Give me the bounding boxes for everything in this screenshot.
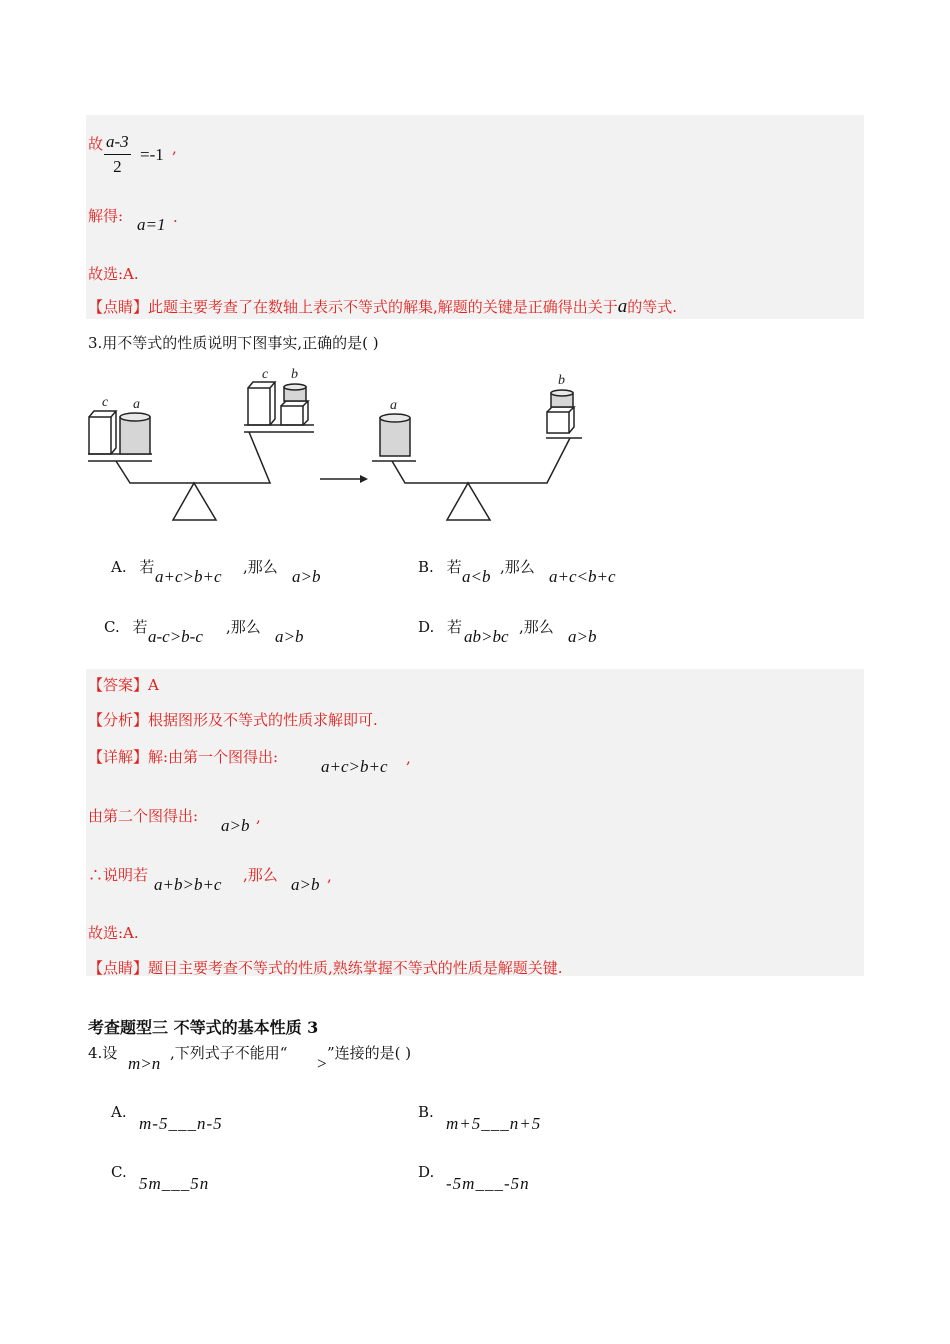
- cube-small-right: [281, 406, 303, 425]
- q4-stem-mid: ,下列式子不能用“: [170, 1044, 288, 1062]
- cylinder-a-second-top: [380, 414, 410, 422]
- q4-stem-pre: 4.设: [88, 1044, 118, 1062]
- cylinder-b-right-top: [284, 384, 306, 390]
- left-fulcrum: [173, 483, 216, 520]
- q3-thus-res: a>b: [291, 875, 320, 894]
- fig-label-a2: a: [390, 398, 397, 413]
- prev-line4-comment: [88, 296, 677, 318]
- option-pre: 若: [446, 558, 462, 576]
- fig-label-a1: a: [133, 397, 140, 412]
- q4-option-d-expr: -5m___-5n: [446, 1174, 530, 1193]
- q3-option-b-mid: ,那么: [500, 558, 535, 576]
- option-label: B.: [418, 558, 434, 576]
- cylinder-a-left-top: [120, 413, 150, 421]
- q3-stem: 3.用不等式的性质说明下图事实,正确的是( ): [88, 334, 379, 352]
- option-pre: 若: [139, 558, 155, 576]
- q3-option-a-res: a>b: [292, 567, 321, 586]
- q3-second-expr: a>b: [221, 816, 250, 835]
- q3-thus-label: ∴说明若: [88, 866, 149, 884]
- prev-line1-fraction: [104, 132, 131, 177]
- q3-analysis: 【分析】根据图形及不等式的性质求解即可.: [88, 711, 378, 729]
- q3-option-d-cond: ab>bc: [464, 627, 509, 646]
- prev-line2-expr: a=1: [137, 215, 166, 234]
- q3-option-b[interactable]: [418, 556, 462, 577]
- section-title: 考查题型三 不等式的基本性质 3: [88, 1018, 319, 1037]
- q4-option-a-expr: m-5___n-5: [139, 1114, 223, 1133]
- q3-option-a-cond: a+c>b+c: [155, 567, 222, 586]
- fraction-denominator: 2: [113, 157, 122, 176]
- q3-option-b-res: a+c<b+c: [549, 567, 616, 586]
- prev-line2-label: 解得:: [88, 207, 124, 225]
- q3-answer: 【答案】A: [88, 676, 159, 694]
- q4-option-b[interactable]: B.: [418, 1103, 434, 1121]
- q4-option-b-expr: m+5___n+5: [446, 1114, 542, 1133]
- cylinder-a-second: [380, 418, 410, 456]
- q3-balance-figure: [80, 365, 620, 525]
- q3-option-d[interactable]: [418, 616, 462, 637]
- q3-option-c[interactable]: [104, 616, 148, 637]
- cylinder-b-second-top: [551, 390, 573, 396]
- q3-option-b-cond: a<b: [462, 567, 491, 586]
- q4-option-c-expr: 5m___5n: [139, 1174, 210, 1193]
- q4-option-c[interactable]: C.: [111, 1163, 127, 1181]
- cube-small-second: [547, 412, 569, 433]
- prev-line2-dot: .: [173, 208, 178, 226]
- q3-option-c-mid: ,那么: [226, 618, 261, 636]
- q3-thus-mid: ,那么: [243, 866, 278, 884]
- q3-option-c-cond: a-c>b-c: [148, 627, 203, 646]
- fraction-numerator: a-3: [104, 132, 131, 155]
- q3-choose: 故选:A.: [88, 924, 139, 942]
- q3-detail-comma: ,: [406, 749, 411, 767]
- fig-label-b1: b: [291, 367, 298, 382]
- option-pre: 若: [132, 618, 148, 636]
- prev-line1-comma: ,: [172, 139, 177, 157]
- cube-small-right-top: [281, 401, 308, 425]
- option-label: C.: [104, 618, 120, 636]
- option-label: D.: [418, 618, 435, 636]
- q3-thus-cond: a+b>b+c: [154, 875, 222, 894]
- fig-label-c1: c: [102, 395, 109, 410]
- arrow-head: [360, 475, 368, 483]
- q4-cond: m>n: [128, 1054, 161, 1073]
- comment-end: 的等式.: [627, 298, 678, 316]
- comment-text: 【点睛】此题主要考查了在数轴上表示不等式的解集,解题的关键是正确得出关于: [88, 298, 618, 316]
- q3-comment: 【点睛】题目主要考查不等式的性质,熟练掌握不等式的性质是解题关键.: [88, 959, 563, 977]
- q3-option-c-res: a>b: [275, 627, 304, 646]
- q3-second-label: 由第二个图得出:: [88, 807, 199, 825]
- q3-second-comma: ,: [256, 808, 261, 826]
- q4-symbol: >: [317, 1054, 327, 1073]
- prev-line1-prefix: 故: [88, 135, 104, 153]
- cube-c-right: [248, 388, 270, 425]
- q3-option-a-mid: ,那么: [243, 558, 278, 576]
- cylinder-a-left: [120, 417, 150, 454]
- comment-variable: a: [617, 296, 628, 317]
- prev-line1-rhs: =-1: [140, 145, 164, 164]
- q4-option-a[interactable]: A.: [111, 1103, 127, 1121]
- cube-small-second-top: [547, 407, 574, 433]
- fig-label-b2: b: [558, 373, 565, 388]
- cube-c-left: [89, 417, 111, 454]
- q3-option-a[interactable]: [111, 556, 154, 577]
- q4-option-d[interactable]: D.: [418, 1163, 435, 1181]
- prev-solution-box: [86, 115, 864, 319]
- q3-option-d-res: a>b: [568, 627, 597, 646]
- prev-line3-choice: 故选:A.: [88, 265, 139, 283]
- q4-stem-end: ”连接的是( ): [327, 1044, 412, 1062]
- q3-option-d-mid: ,那么: [519, 618, 554, 636]
- option-label: A.: [111, 558, 127, 576]
- fig-label-c2: c: [262, 367, 269, 382]
- q3-detail-label: 【详解】解:由第一个图得出:: [88, 748, 279, 766]
- q3-thus-comma: ,: [327, 867, 332, 885]
- right-fulcrum: [447, 483, 490, 520]
- option-pre: 若: [447, 618, 463, 636]
- q3-detail-expr: a+c>b+c: [321, 757, 388, 776]
- right-beam: [392, 438, 570, 483]
